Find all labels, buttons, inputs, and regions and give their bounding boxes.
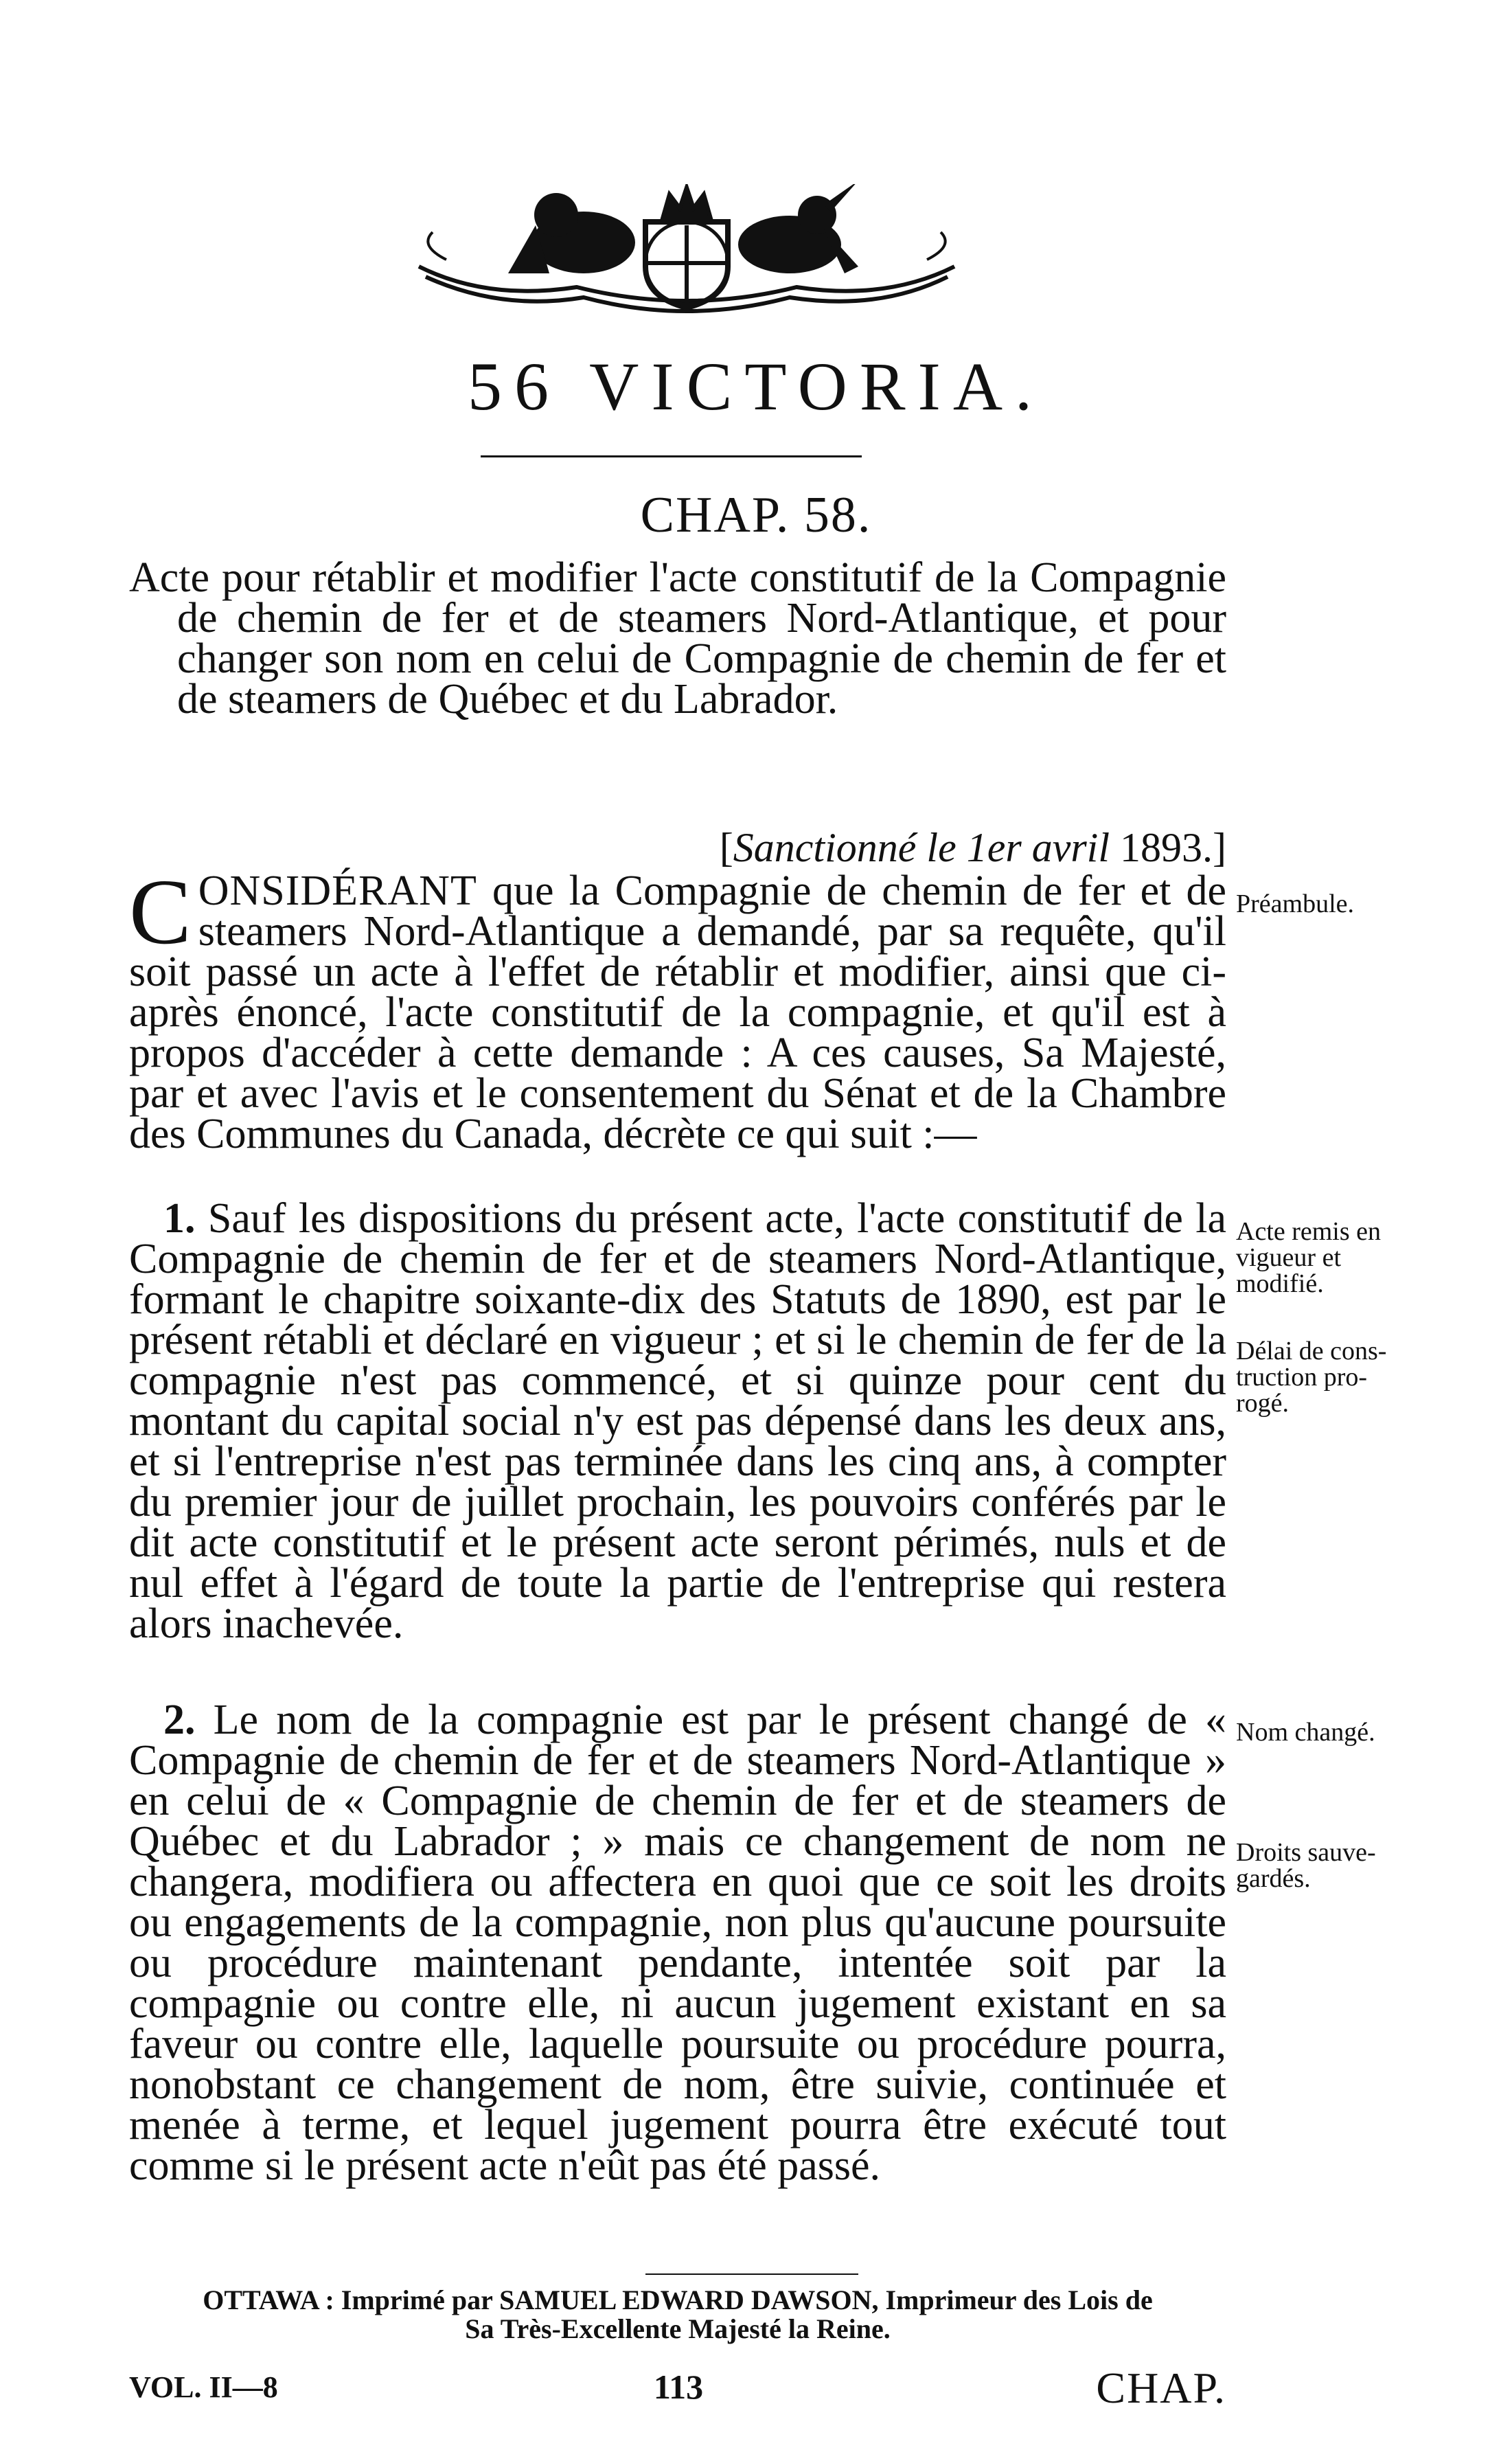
margin-note-acte-remis <box>1236 1218 1442 1297</box>
long-title-text <box>129 554 1226 723</box>
title-divider <box>481 455 862 457</box>
long-title-line-1: Acte pour rétablir et modifier l'acte constitutif de la <box>129 554 1018 601</box>
margin-note-line: truction pro- <box>1236 1363 1368 1392</box>
section-1-text: Sauf les dispositions du présent acte, l'acte constitutif de la Compagnie de chemin de fer et de steamers Nord-Atlantique, formant le chapitre soixante-dix des Statuts de 1890, est par le présent rétabli et déclaré en vigueur ; et si le chemin de fer de la compagnie n'est pas commencé, et si quinze pour cent du montant du capital social n'y est pas dépensé dans les deux ans, et si l'entreprise n'est pas terminée dans les cinq ans, à compter du premier jour de juillet prochain, les pouvoirs conférés par le dit acte constitutif et le présent acte seront périmés, nuls et de nul effet à l'égard de toute la partie de l'entreprise qui restera alors inachevée. <box>129 1195 1227 1647</box>
footer-divider <box>645 2273 858 2275</box>
printer-imprint <box>129 2286 1226 2344</box>
margin-note-line: gardés. <box>1236 1864 1311 1893</box>
page-footer <box>129 2363 1226 2411</box>
margin-note-preambule: Préambule. <box>1236 889 1355 918</box>
preamble-paragraph <box>129 861 1226 1157</box>
preamble-dropcap: C <box>129 861 192 964</box>
chapter-heading: CHAP. 58. <box>640 487 872 543</box>
margin-note-line: Acte remis en <box>1236 1217 1382 1246</box>
section-2 <box>129 1697 1227 2189</box>
sanction-date: [Sanctionné le 1er avril 1893.] <box>719 825 1226 870</box>
royal-coat-of-arms-icon <box>405 184 968 315</box>
preamble-lead-word: ONSIDÉRANT <box>198 867 477 914</box>
page-number: 113 <box>653 2368 704 2406</box>
long-title <box>129 554 1226 723</box>
section-1-number: 1. <box>163 1195 196 1242</box>
margin-note-line: Délai de cons- <box>1236 1337 1387 1365</box>
margin-note-nom-change: Nom changé. <box>1236 1718 1375 1747</box>
section-1 <box>129 1195 1227 1647</box>
margin-note-line: Droits sauve- <box>1236 1838 1376 1867</box>
sanction-month: avril <box>1031 825 1110 870</box>
long-title-line-2: Compagnie de chemin de fer et de steamers Nord-Atlantique, et pour changer son nom en celui de Compagnie de chemin de fer et de steamers de Québec et du Labrador. <box>177 554 1226 723</box>
printer-line-2: Sa Très-Excellente Majesté la Reine. <box>465 2313 891 2344</box>
margin-note-droits <box>1236 1839 1442 1892</box>
margin-note-delai <box>1236 1338 1442 1416</box>
margin-note-line: rogé. <box>1236 1389 1290 1418</box>
margin-note-line: modifié. <box>1236 1269 1324 1298</box>
sanction-year: 1893. <box>1120 825 1213 870</box>
section-2-number: 2. <box>163 1697 196 1743</box>
preamble-text: que la Compagnie de chemin de fer et de steamers Nord-Atlantique a demandé, par sa requête, qu'il soit passé un acte à l'effet de rétablir et modifier, ainsi que ci-après énoncé, l'acte constitutif de la compagnie, et qu'il est à propos d'accéder à cette demande : A ces causes, Sa Majesté, par et avec l'avis et le consentement du Sénat et de la Chambre des Communes du Canada, décrète ce qui suit :— <box>129 867 1226 1157</box>
printer-line-1: OTTAWA : Imprimé par SAMUEL EDWARD DAWSON, Imprimeur des Lois de <box>203 2284 1153 2315</box>
sanction-label: Sanctionné le <box>733 825 957 870</box>
catchword: CHAP. <box>1096 2363 1226 2412</box>
act-title: 56 VICTORIA. <box>467 348 1045 424</box>
margin-note-line: vigueur et <box>1236 1243 1342 1272</box>
sanction-day: 1er <box>966 825 1022 870</box>
volume-signature: VOL. II—8 <box>129 2370 278 2404</box>
section-2-text: Le nom de la compagnie est par le présent changé de « Compagnie de chemin de fer et de steamers Nord-Atlantique » en celui de « Compagnie de chemin de fer et de steamers de Québec et du Labrador ; » mais ce changement de nom ne changera, modifiera ou affectera en quoi que ce soit les droits ou engagements de la compagnie, non plus qu'aucune poursuite ou procédure maintenant pendante, intentée soit par la compagnie ou contre elle, ni aucun jugement existant en sa faveur ou contre elle, laquelle poursuite ou procédure pourra, nonobstant ce changement de nom, être suivie, continuée et menée à terme, et lequel jugement pourra être exécuté tout comme si le présent acte n'eût pas été passé. <box>129 1697 1227 2189</box>
